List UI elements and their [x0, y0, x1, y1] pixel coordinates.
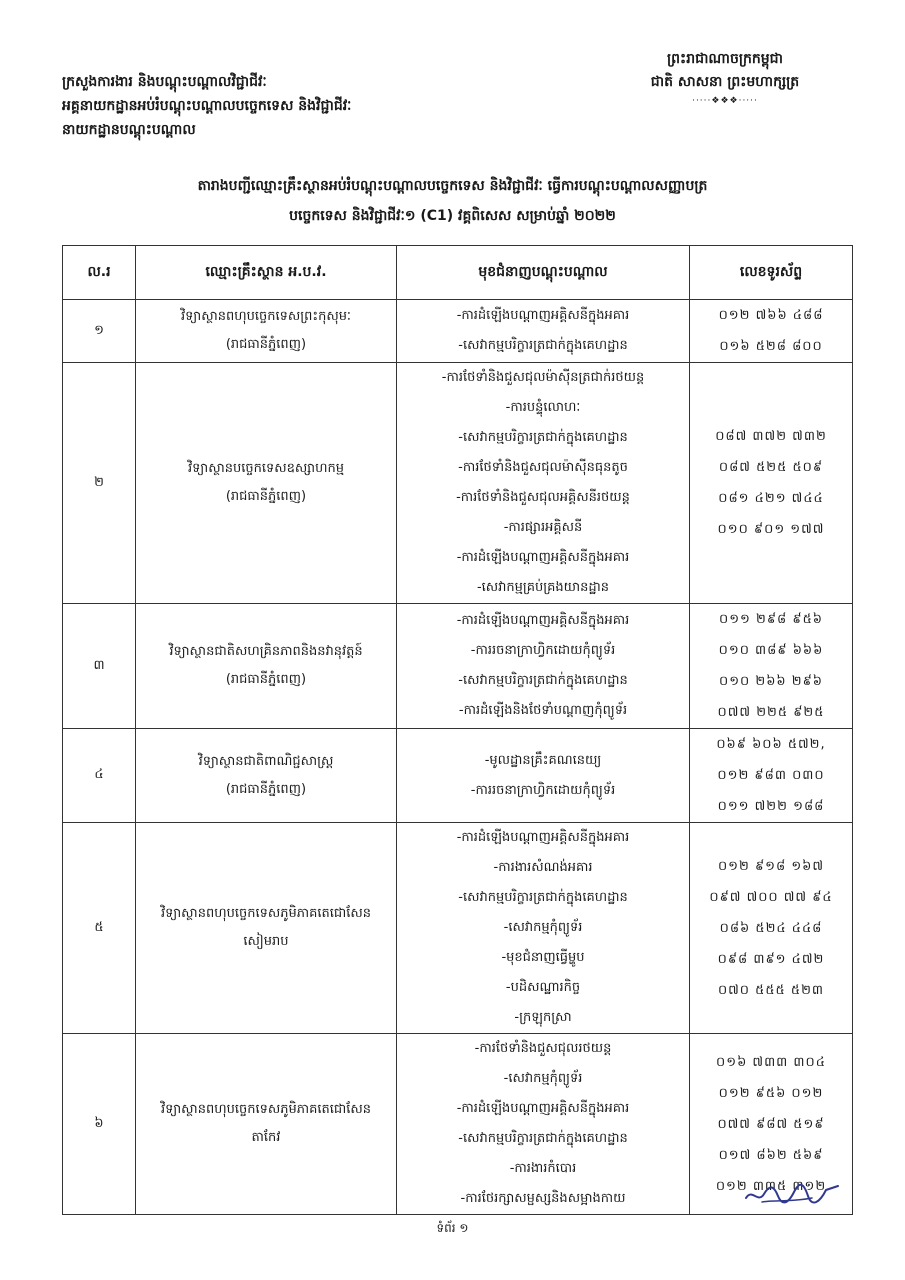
kingdom-header	[595, 48, 855, 108]
institution-cell	[136, 363, 397, 604]
phone-number: ០១១ ៧២២ ១៨៨	[717, 799, 825, 814]
phone-cell	[690, 729, 853, 823]
table-body	[63, 300, 853, 1215]
phone-number: ០១២ ៩១៨ ១៦៧	[717, 858, 825, 874]
table-row	[63, 604, 853, 729]
phone-cell	[690, 823, 853, 1034]
skills-cell	[397, 363, 690, 604]
header-number: ល.រ	[63, 246, 136, 300]
phone-number: ០៨៧ ៥២៥ ៥០៩	[718, 460, 824, 475]
phone-number: ០៨៧ ៣៧២ ៧៣២	[715, 429, 827, 444]
institution-cell	[136, 300, 397, 363]
skill-item: -ក្រឡុកស្រា	[514, 1010, 572, 1025]
institution-name: វិទ្យាស្ថានពហុបច្ចេកទេសព្រះកុសុមៈ	[181, 309, 351, 324]
skills-cell	[397, 604, 690, 729]
row-number: ៣	[63, 604, 136, 729]
phone-cell	[690, 604, 853, 729]
institution-location: (រាជធានីភ្នំពេញ)	[225, 489, 307, 504]
skill-item: -សេវាកម្មកុំព្យូទ័រ	[503, 920, 583, 935]
header-skills: មុខជំនាញបណ្តុះបណ្តាល	[397, 246, 690, 300]
skill-item: -ការផ្សារអគ្គិសនី	[503, 520, 583, 535]
table-header-row	[63, 246, 853, 300]
row-number: ៤	[63, 729, 136, 823]
skill-item: -ការដំឡើងបណ្តាញអគ្គិសនីក្នុងអគារ	[456, 830, 630, 845]
skill-item: -សេវាកម្មបរិក្ខារត្រជាក់ក្នុងគេហដ្ឋាន	[458, 430, 628, 445]
institution-location: (រាជធានីភ្នំពេញ)	[225, 781, 307, 797]
skill-item: -សេវាកម្មបរិក្ខារត្រជាក់ក្នុងគេហដ្ឋាន	[458, 890, 628, 905]
skill-item: -ការបន្ទុំលោហៈ	[505, 400, 581, 415]
row-number: ៥	[63, 823, 136, 1034]
skill-item: -ការថែទាំនិងជួសជុលអគ្គិសនីរថយន្ត	[456, 490, 630, 505]
skill-item: -ការថែរក្សាសម្ផស្សនិងសម្អាងកាយ	[460, 1191, 626, 1206]
phone-number: ០៩៧ ៧០០ ៧៧ ៩៤	[709, 889, 833, 905]
institution-location: តាកែវ	[251, 1130, 281, 1145]
skill-item: -សេវាកម្មបរិក្ខារត្រជាក់ក្នុងគេហដ្ឋាន	[458, 1131, 628, 1146]
table-row	[63, 823, 853, 1034]
table-row	[63, 300, 853, 363]
phone-number: ០៧០ ៥៥៥ ៥២៣	[717, 982, 825, 998]
phone-number: ០១២ ៧៦៦ ៤៨៨	[718, 308, 824, 323]
phone-number: ០១០ ៣៨៩ ៦៦៦	[718, 643, 824, 658]
skill-item: -ការងារកំបោរ	[509, 1161, 577, 1176]
row-number: ៦	[63, 1034, 136, 1215]
department-name: នាយកដ្ឋានបណ្តុះបណ្តាល	[62, 122, 196, 138]
skills-cell	[397, 729, 690, 823]
title-line-2: បច្ចេកទេស និងវិជ្ជាជីវៈ១ (C1) វគ្គពិសេស សម្រាប់ឆ្នាំ ២០២២	[289, 208, 616, 224]
row-number: ១	[63, 300, 136, 363]
phone-number: ០១២ ៣៣៥ ៣១២	[715, 1178, 827, 1194]
institution-cell	[136, 604, 397, 729]
skills-cell	[397, 1034, 690, 1215]
phone-number: ០១០ ៩០១ ១៧៧	[717, 522, 825, 537]
phone-number: ០១២ ៩៥៦ ០១២	[718, 1085, 824, 1101]
skill-item: -សេវាកម្មគ្រប់គ្រងយានដ្ឋាន	[476, 580, 610, 595]
skill-item: -សេវាកម្មបរិក្ខារត្រជាក់ក្នុងគេហដ្ឋាន	[458, 673, 628, 688]
phone-cell	[690, 363, 853, 604]
phone-number: ០៩៨ ៣៩១ ៤៧២	[717, 951, 825, 967]
header-phone: លេខទូរស័ព្ទ	[690, 246, 853, 300]
skill-item: -ការថែទាំនិងជួសជុលម៉ាស៊ីនធុនតូច	[458, 460, 628, 475]
row-number: ២	[63, 363, 136, 604]
table-row	[63, 729, 853, 823]
skill-item: -សេវាកម្មបរិក្ខារត្រជាក់ក្នុងគេហដ្ឋាន	[458, 338, 628, 353]
institution-cell	[136, 729, 397, 823]
page-number: ទំព័រ ១	[436, 1221, 469, 1235]
phone-cell	[690, 300, 853, 363]
kingdom-name: ព្រះរាជាណាចក្រកម្ពុជា	[666, 51, 783, 67]
institution-location: សៀមរាប	[243, 934, 289, 949]
title-line-1: តារាងបញ្ជីឈ្មោះគ្រឹះស្ថានអប់រំបណ្តុះបណ្តាលបច្ចេកទេស និងវិជ្ជាជីវៈ ធ្វើការបណ្តុះបណ្តាលសញ្ញាបត្រ	[197, 178, 708, 194]
phone-number: ០៦៩ ៦០៦ ៥៧២,	[716, 737, 826, 752]
skill-item: -បដិសណ្ឋារកិច្ច	[505, 980, 581, 995]
phone-number: ០៧៧ ២២៥ ៩២៥	[717, 705, 825, 720]
phone-number: ០៨១ ៤២១ ៧៤៤	[718, 491, 824, 506]
phone-number: ០១៦ ៧៣៣ ៣០៤	[716, 1054, 826, 1070]
skill-item: -ការរចនាក្រាហ្វិកដោយកុំព្យូទ័រ	[470, 643, 616, 658]
institution-location: (រាជធានីភ្នំពេញ)	[225, 672, 307, 687]
skills-cell	[397, 300, 690, 363]
skills-cell	[397, 823, 690, 1034]
motto-decoration: ·····❖❖❖·····	[692, 96, 758, 106]
table-row	[63, 1034, 853, 1215]
header-institution: ឈ្មោះគ្រឹះស្ថាន អ.ប.វ.	[136, 246, 397, 300]
skill-item: -ការងារសំណង់អគារ	[493, 860, 593, 875]
signature	[742, 1180, 842, 1208]
phone-number: ០៧៧ ៩៨៧ ៥១៩	[717, 1116, 825, 1132]
institution-cell	[136, 823, 397, 1034]
institution-name: វិទ្យាស្ថានជាតិសហគ្រិនភាពនិងនវានុវត្តន៍	[169, 644, 363, 659]
skill-item: -ការរចនាក្រាហ្វិកដោយកុំព្យូទ័រ	[470, 782, 616, 798]
document-title	[0, 171, 905, 231]
skill-item: -មុខជំនាញធ្វើម្ហូប	[501, 950, 585, 965]
table-row	[63, 363, 853, 604]
phone-number: ០១៦ ៥២៨ ៨០០	[719, 339, 823, 354]
skill-item: -ការដំឡើងបណ្តាញអគ្គិសនីក្នុងអគារ	[456, 550, 630, 565]
ministry-name: ក្រសួងការងារ និងបណ្តុះបណ្តាលវិជ្ជាជីវៈ	[62, 74, 267, 90]
institution-location: (រាជធានីភ្នំពេញ)	[225, 337, 307, 352]
skill-item: -សេវាកម្មកុំព្យូទ័រ	[503, 1071, 583, 1086]
phone-number: ០៨៦ ៥២៤ ៤៤៨	[719, 920, 823, 936]
institution-cell	[136, 1034, 397, 1215]
skill-item: -ការដំឡើងបណ្តាញអគ្គិសនីក្នុងអគារ	[456, 1101, 630, 1116]
phone-number: ០១៧ ៨៦២ ៥៦៩	[718, 1147, 824, 1163]
phone-number: ០១២ ៩៨៣ ០៣០	[717, 768, 825, 783]
ministry-header	[62, 70, 351, 142]
skill-item: -មូលដ្ឋានគ្រឹះគណនេយ្យ	[484, 752, 602, 768]
skill-item: -ការថែទាំនិងជួសជុលម៉ាស៊ីនត្រជាក់រថយន្ត	[441, 370, 645, 385]
skill-item: -ការដំឡើងនិងថែទាំបណ្តាញកុំព្យូទ័រ	[458, 703, 628, 718]
institutions-table	[62, 245, 853, 1215]
institution-name: វិទ្យាស្ថានពហុបច្ចេកទេសភូមិភាគតេជោសែន	[161, 1102, 371, 1117]
institution-name: វិទ្យាស្ថានបច្ចេកទេសឧស្សាហកម្ម	[188, 461, 344, 476]
institution-name: វិទ្យាស្ថានជាតិពាណិជ្ជសាស្ត្រ	[198, 753, 334, 769]
phone-number: ០១០ ២៦៦ ២៩៦	[718, 674, 823, 689]
skill-item: -ការថែទាំនិងជួសជុលរថយន្ត	[474, 1041, 612, 1056]
directorate-name: អគ្គនាយកដ្ឋានអប់រំបណ្តុះបណ្តាលបច្ចេកទេស និងវិជ្ជាជីវៈ	[62, 98, 352, 114]
institution-name: វិទ្យាស្ថានពហុបច្ចេកទេសភូមិភាគតេជោសែន	[161, 906, 371, 921]
skill-item: -ការដំឡើងបណ្តាញអគ្គិសនីក្នុងអគារ	[456, 613, 630, 628]
phone-number: ០១១ ២៩៨ ៩៥៦	[718, 612, 823, 627]
skill-item: -ការដំឡើងបណ្តាញអគ្គិសនីក្នុងអគារ	[456, 308, 630, 323]
national-motto: ជាតិ សាសនា ព្រះមហាក្សត្រ	[650, 74, 800, 90]
